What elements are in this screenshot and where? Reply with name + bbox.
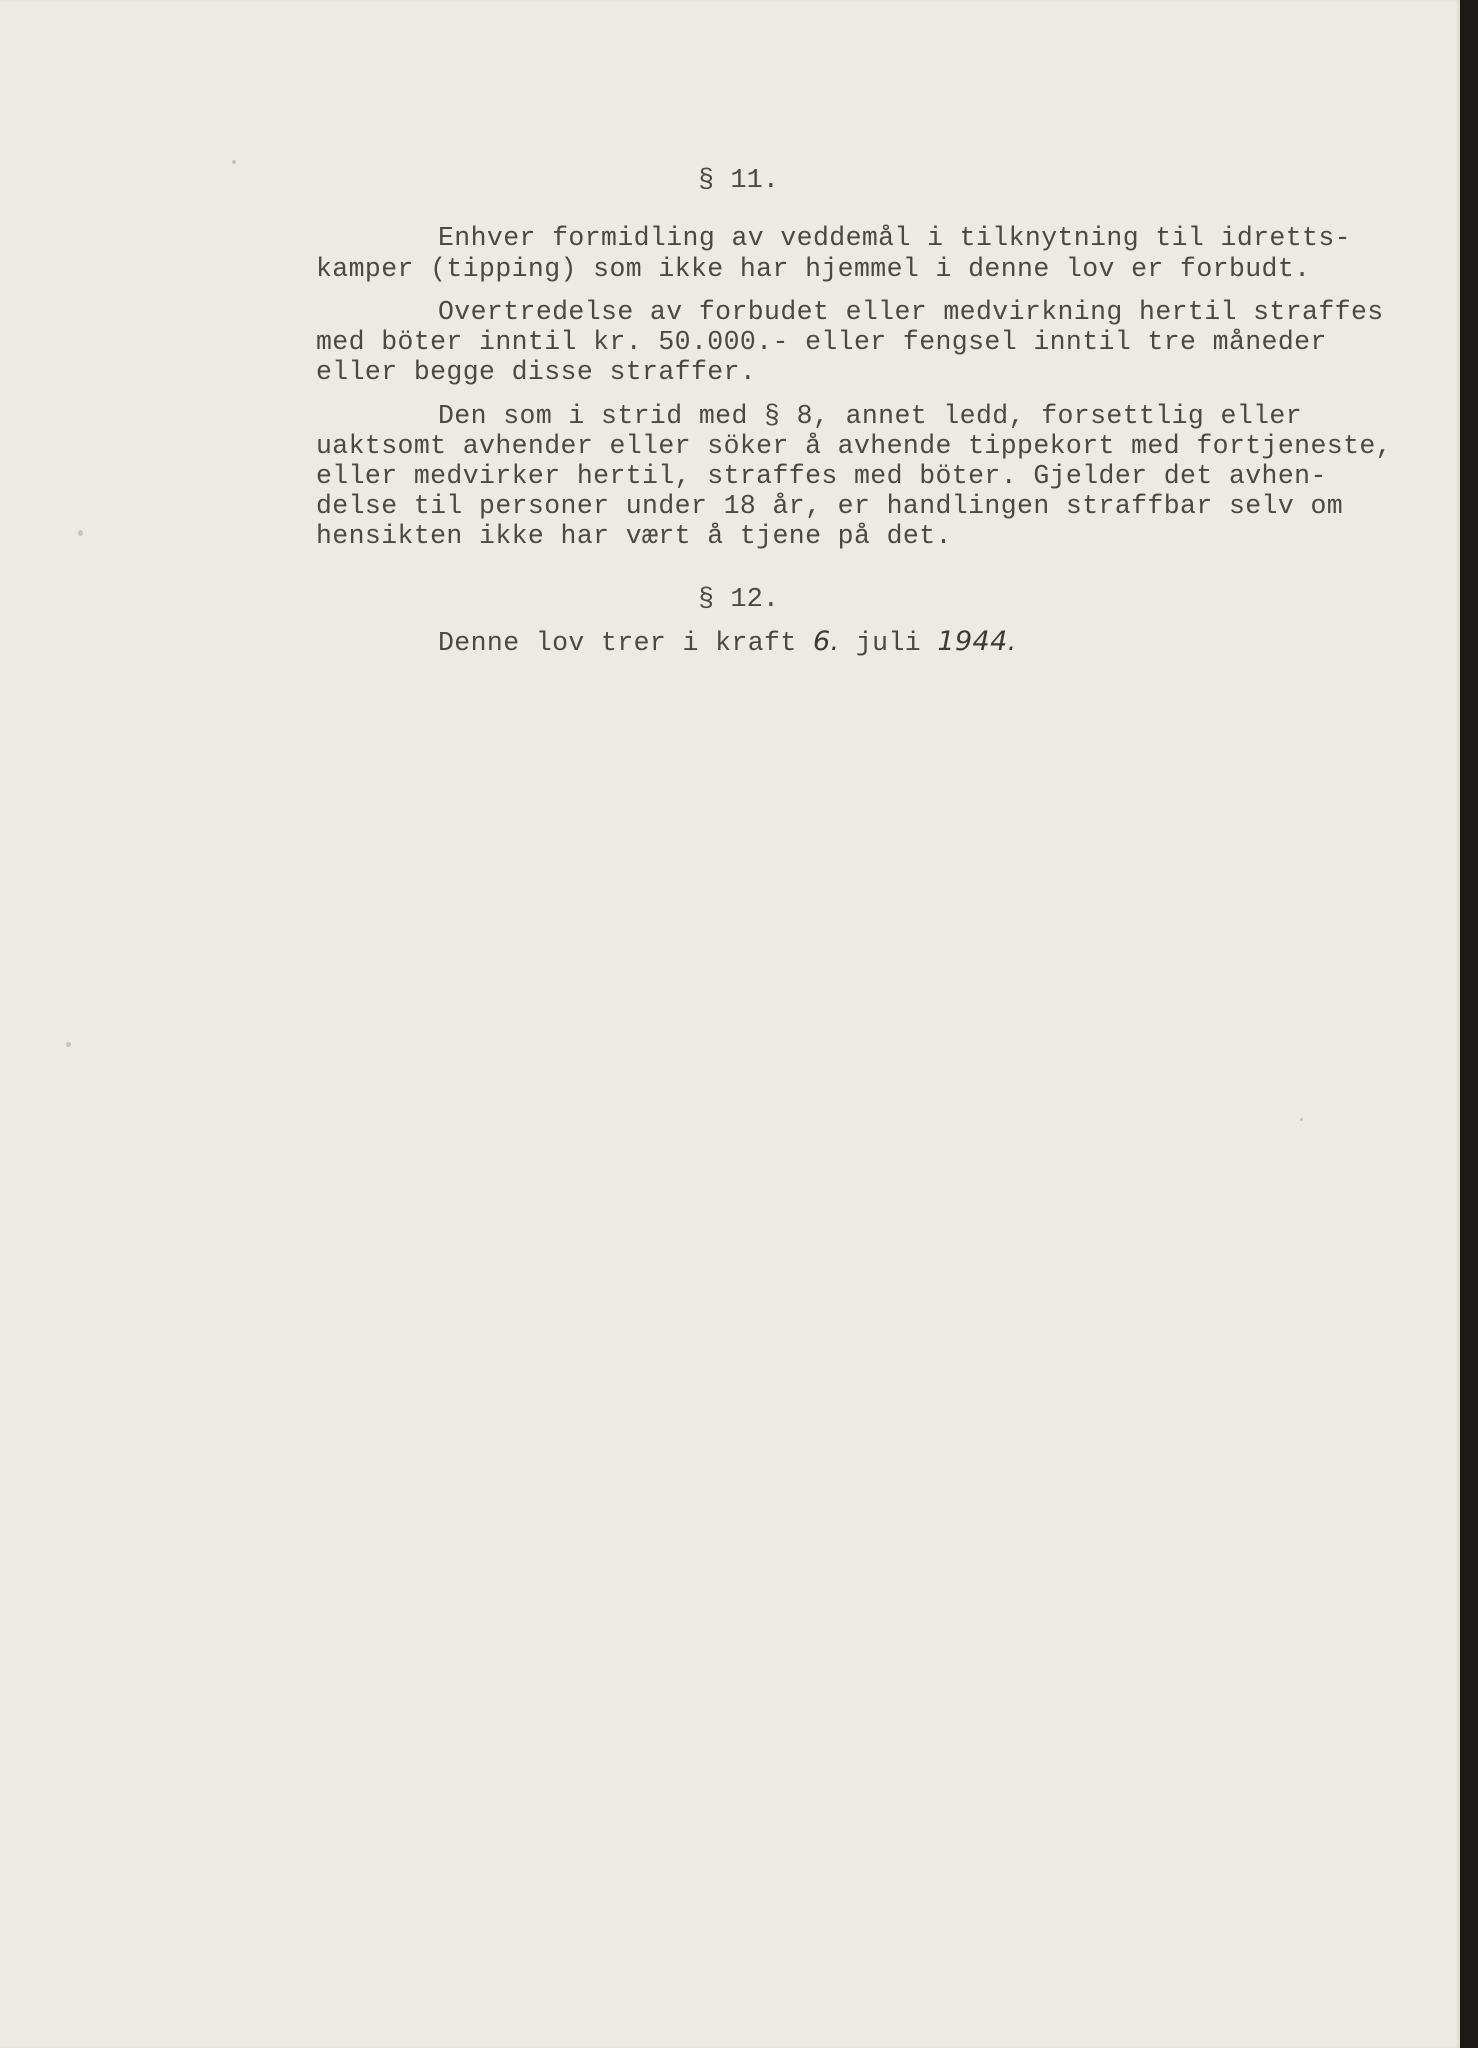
paper-speck	[78, 530, 83, 536]
section-11-p2-line3: eller begge disse straffer.	[316, 357, 757, 387]
paper-speck	[1300, 1118, 1303, 1121]
section-11-p3-line4: delse til personer under 18 år, er handlingen straffbar selv om	[316, 491, 1344, 521]
section-11-p2-line2: med böter inntil kr. 50.000.- eller fengsel inntil tre måneder	[316, 327, 1327, 357]
section-12-text-start: Denne lov trer i kraft	[438, 628, 813, 658]
section-11-p2-line1: Overtredelse av forbudet eller medvirkning hertil straffes	[438, 297, 1384, 327]
section-12-month: juli	[839, 628, 938, 658]
section-12-text	[438, 626, 1017, 659]
scan-border	[1460, 0, 1478, 2048]
paper-speck	[66, 1042, 71, 1047]
handwritten-day: 6.	[812, 626, 840, 657]
section-11-p1-line1: Enhver formidling av veddemål i tilknytning til idretts-	[438, 223, 1351, 253]
section-11-p3-line5: hensikten ikke har vært å tjene på det.	[316, 521, 952, 551]
paper-speck	[232, 160, 236, 164]
section-12-heading: § 12.	[698, 585, 780, 615]
section-11-p3-line3: eller medvirker hertil, straffes med böter. Gjelder det avhen-	[316, 461, 1327, 491]
section-11-heading: § 11.	[698, 166, 780, 196]
section-11-p1-line2: kamper (tipping) som ikke har hjemmel i denne lov er forbudt.	[316, 254, 1311, 284]
section-11-p3-line1: Den som i strid med § 8, annet ledd, forsettlig eller	[438, 401, 1303, 431]
handwritten-year: 1944.	[937, 626, 1017, 657]
section-11-p3-line2: uaktsomt avhender eller söker å avhende tippekort med fortjeneste,	[316, 431, 1392, 461]
